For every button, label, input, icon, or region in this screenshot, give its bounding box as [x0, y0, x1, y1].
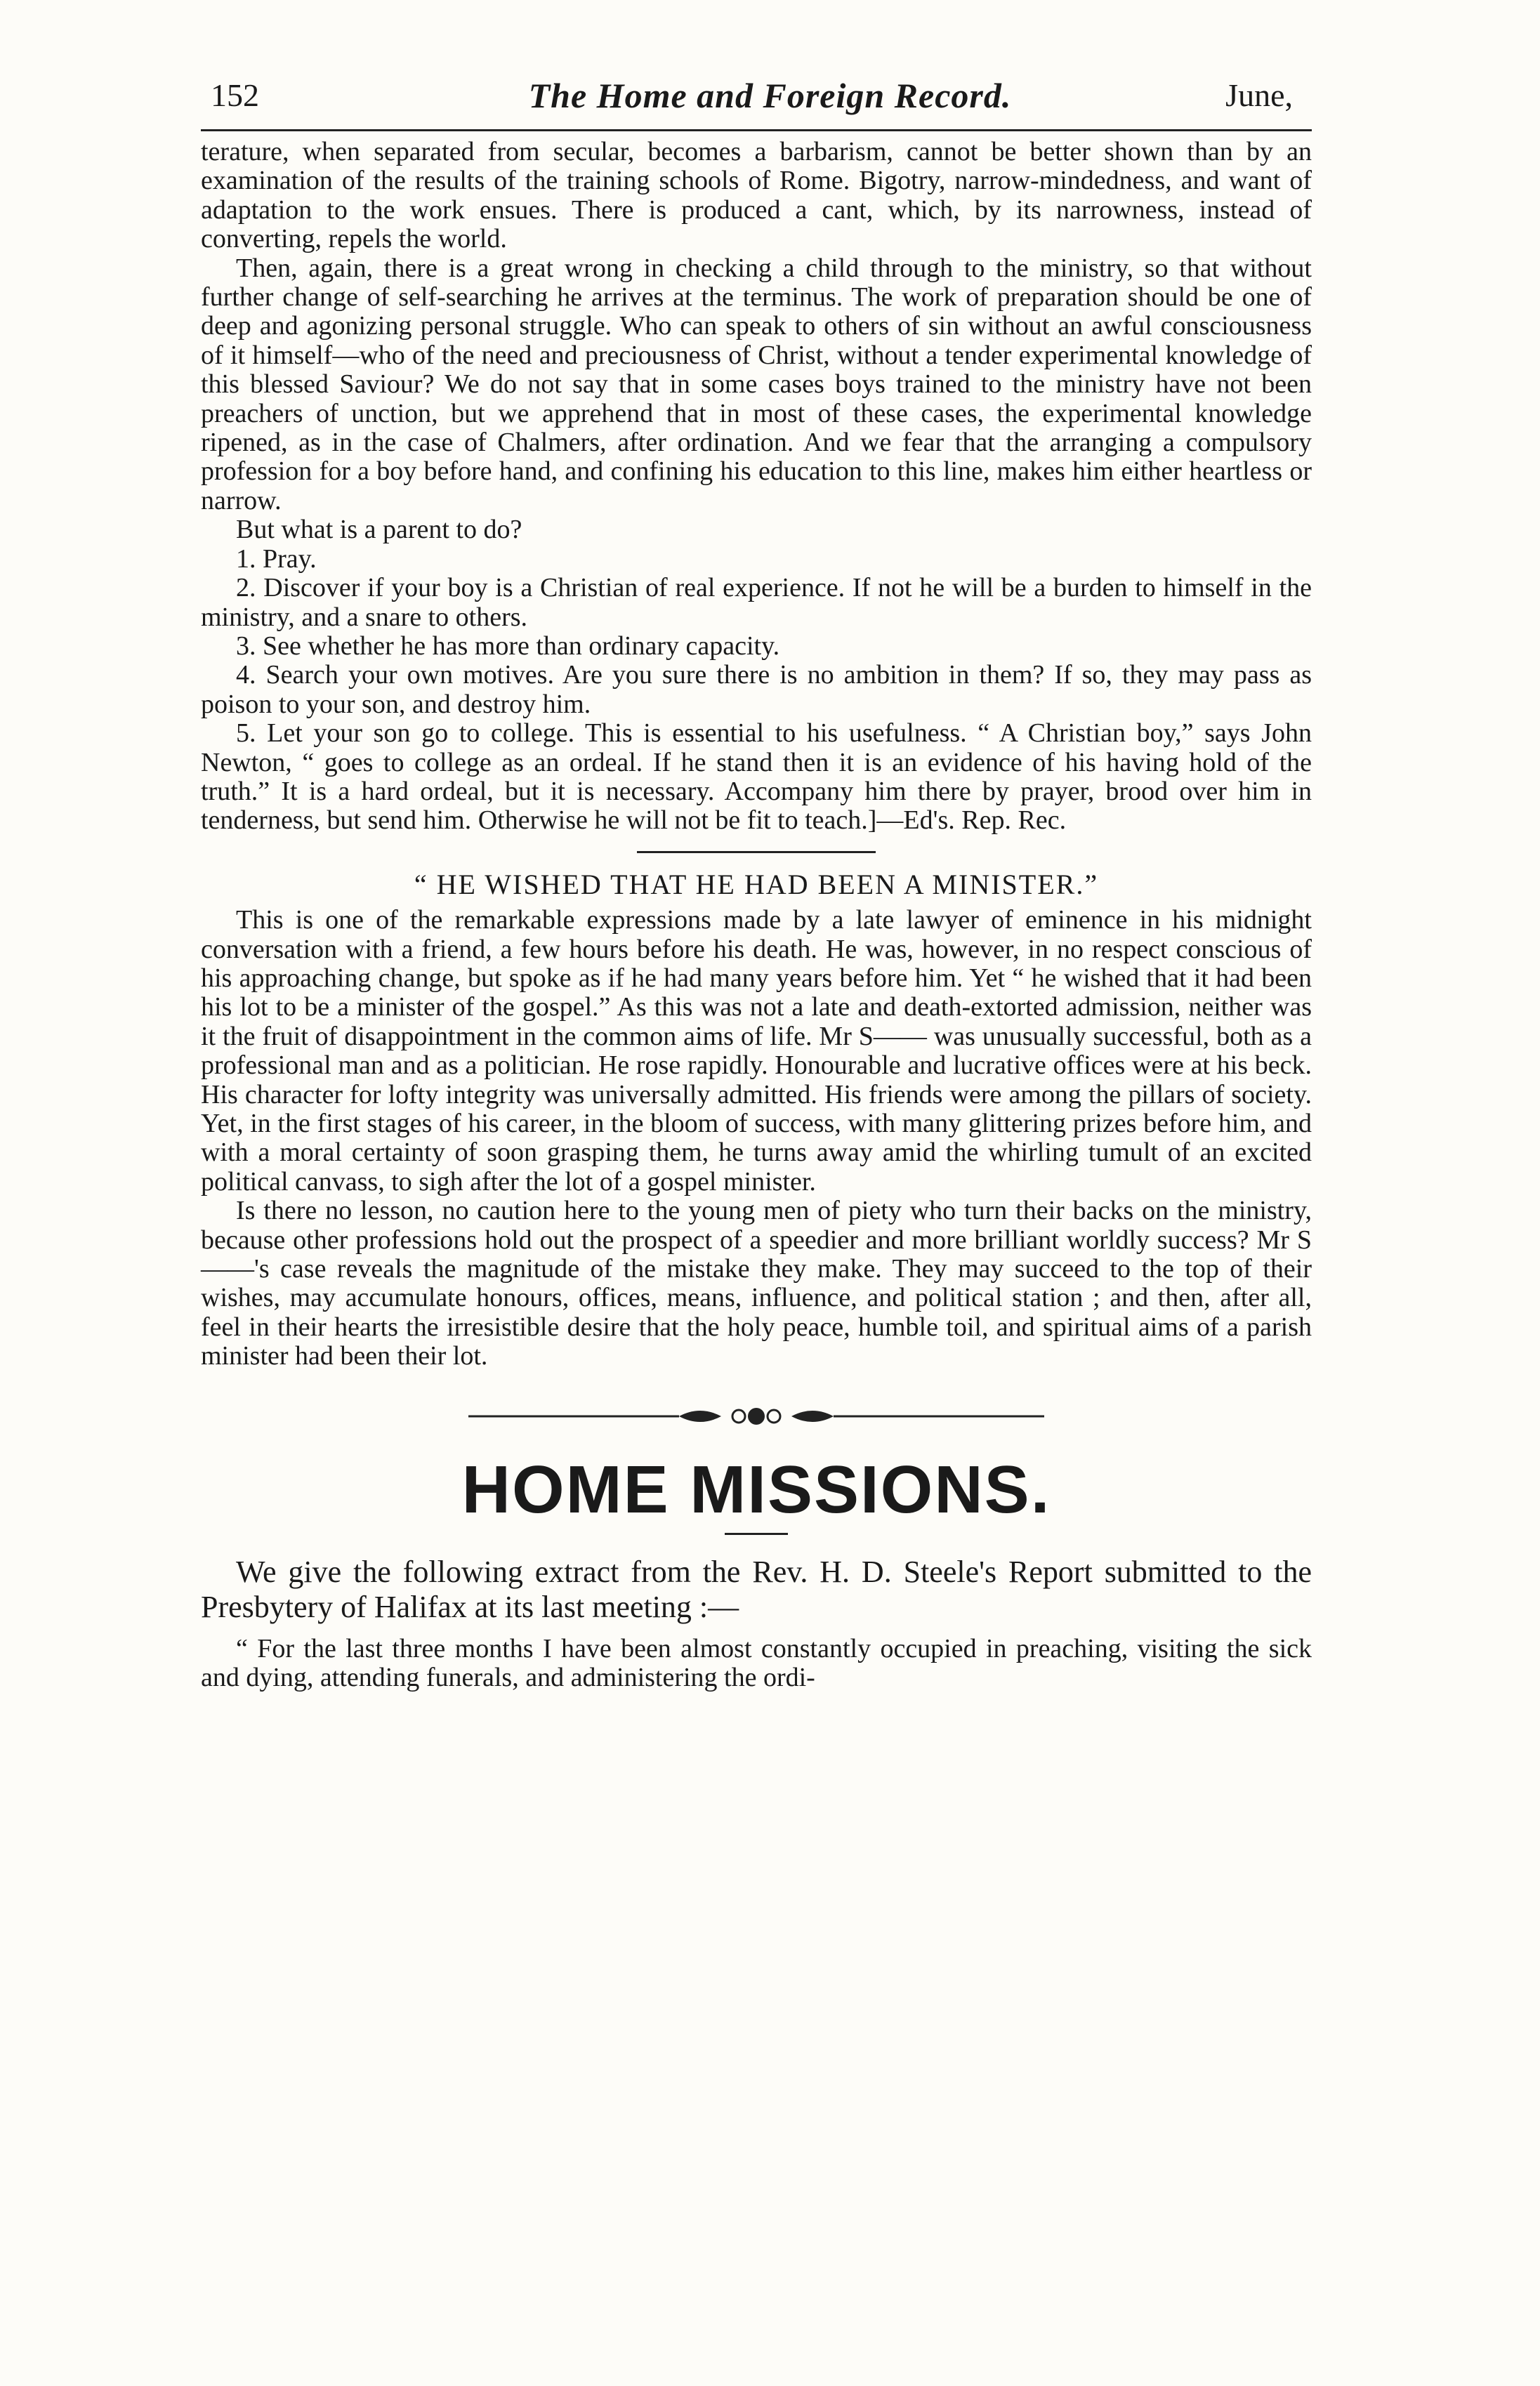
article-title: “ HE WISHED THAT HE HAD BEEN A MINISTER.”: [414, 868, 1099, 900]
header-rule: [201, 129, 1312, 131]
paragraph: Then, again, there is a great wrong in checking a child through to the ministry, so that without further change of self-searching he arrives at the terminus. The work of preparation should be one of deep and agonizing personal struggle. Who can speak to others of sin without an awful consciousness of it himself—who of the need and preciousness of Christ, without a tender experimental knowledge of this blessed Saviour? We do not say that in some cases boys trained to the ministry have not been preachers of unction, but we apprehend that in most of these cases, the experimental knowledge ripened, as in the case of Chalmers, after ordination. And we fear that the arranging a compulsory profession for a boy before hand, and confining his education to this line, makes him either heartless or narrow.: [201, 253, 1312, 515]
running-header: [0, 67, 1540, 124]
journal-title: The Home and Foreign Record.: [528, 76, 1012, 115]
issue-month: June,: [1225, 77, 1293, 113]
paragraph: Is there no lesson, no caution here to the young men of piety who turn their backs on the ministry, because other professions hold out the prospect of a speedier and more brilliant worldly success? Mr S——'s case reveals the magnitude of the mistake they make. They may succeed to the top of their wishes, may accumulate honours, offices, means, influence, and political station ; and then, after all, feel in their hearts the irresistible desire that the holy peace, humble toil, and spiritual aims of a parish minister had been their lot.: [201, 1196, 1312, 1371]
page-number: 152: [211, 77, 259, 113]
list-item: 1. Pray.: [236, 543, 317, 574]
list-item: 3. See whether he has more than ordinary capacity.: [236, 631, 780, 661]
section-title: HOME MISSIONS.: [461, 1451, 1051, 1527]
paragraph: This is one of the remarkable expressions made by a late lawyer of eminence in his midnight conversation with a friend, a few hours before his death. He was, however, in no respect conscious of his approaching change, but spoke as if he had many years before him. Yet “ he wished that it had been his lot to be a minister of the gospel.” As this was not a late and death-extorted admission, neither was it the fruit of disappointment in the common aims of life. Mr S—— was unusually successful, both as a professional man and as a politician. He rose rapidly. Honourable and lucrative offices were at his beck. His character for lofty integrity was universally admitted. His friends were among the pillars of society. Yet, in the first stages of his career, in the bloom of success, with many glittering prizes before him, and with a moral certainty of soon grasping them, he turns away amid the whirling tumult of an excited political canvass, to sigh after the lot of a gospel minister.: [201, 905, 1312, 1197]
ornamental-divider: [201, 1402, 1312, 1430]
paragraph: terature, when separated from secular, becomes a barbarism, cannot be better shown than by an examination of the results of the training schools of Rome. Bigotry, narrow-mindedness, and want of adaptation to the work ensues. There is produced a cant, which, by its narrowness, instead of converting, repels the world.: [201, 137, 1312, 254]
paragraph: But what is a parent to do?: [236, 515, 522, 545]
list-item: 4. Search your own motives. Are you sure there is no ambition in them? If so, they may pass as poison to your son, and destroy him.: [201, 660, 1312, 719]
paragraph: “ For the last three months I have been almost constantly occupied in preaching, visiting the sick and dying, attending funerals, and administering the ordi-: [201, 1633, 1312, 1693]
divider-short: [637, 851, 876, 853]
text-column: [201, 138, 1312, 1692]
ornament-icon: [468, 1402, 1044, 1430]
section-underline: [725, 1533, 788, 1535]
list-item: 2. Discover if your boy is a Christian of real experience. If not he will be a burden to himself in the ministry, and a snare to others.: [201, 573, 1312, 632]
list-item: 5. Let your son go to college. This is essential to his usefulness. “ A Christian boy,” says John Newton, “ goes to college as an ordeal. If he stand then it is an evidence of his having hold of the truth.” It is a hard ordeal, but it is necessary. Accompany him there by prayer, brood over him in tenderness, but send him. Otherwise he will not be fit to teach.]—Ed's. Rep. Rec.: [201, 718, 1312, 836]
paragraph: We give the following extract from the Rev. H. D. Steele's Report submitted to the Presbytery of Halifax at its last meeting :—: [201, 1554, 1312, 1624]
